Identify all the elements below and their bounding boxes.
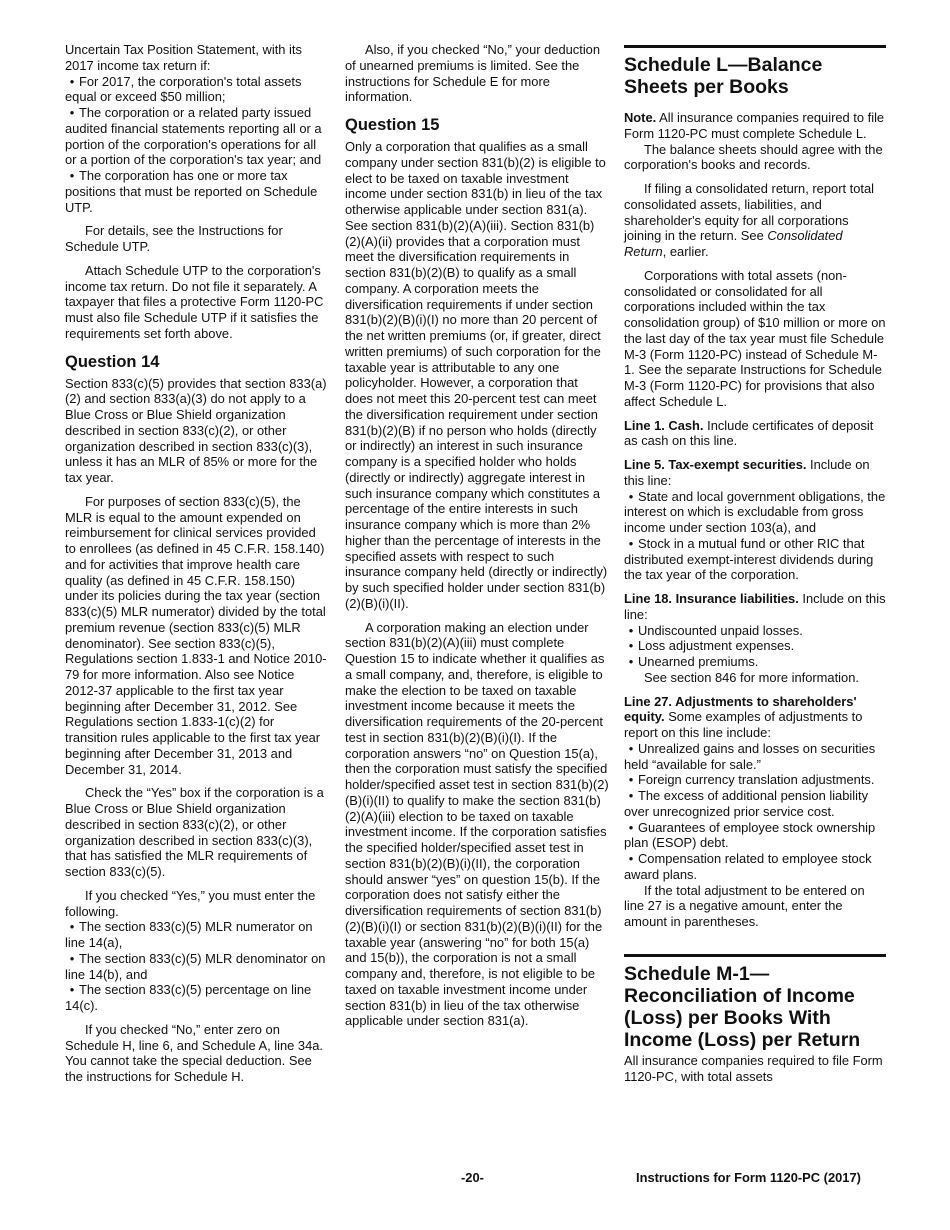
column-3 (624, 42, 886, 1092)
list-item: • Guarantees of employee stock ownership plan (ESOP) debt. (624, 820, 886, 852)
paragraph: The balance sheets should agree with the corporation's books and records. (624, 141, 883, 173)
list-item: • The corporation has one or more tax positions that must be reported on Schedule UTP. (65, 168, 329, 215)
line-1-paragraph: Line 1. Cash. Include certificates of deposit as cash on this line. (624, 417, 874, 449)
list-item: • The section 833(c)(5) percentage on line 14(c). (65, 982, 329, 1014)
paragraph: If the total adjustment to be entered on line 27 is a negative amount, enter the amount in parentheses. (624, 882, 865, 929)
list-item: • Compensation related to employee stock award plans. (624, 851, 886, 883)
list-item: • Unrealized gains and losses on securities held “available for sale.” (624, 741, 886, 773)
page-number: -20- (461, 1170, 484, 1185)
bullet-list (65, 74, 329, 216)
paragraph: For details, see the Instructions for Schedule UTP. (65, 223, 283, 254)
list-item: • The corporation or a related party issued audited financial statements reporting all or a portion of the corporation's operations for all or a portion of the corporation's tax year; and (65, 105, 329, 168)
heading-question-14: Question 14 (65, 352, 160, 371)
paragraph: Attach Schedule UTP to the corporation's income tax return. Do not file it separately. A taxpayer that files a protective Form 1120-PC must also file Schedule UTP if it satisfies the requirements set forth above. (65, 262, 324, 341)
heading-question-15: Question 15 (345, 116, 440, 134)
list-item: • Undiscounted unpaid losses. (624, 623, 886, 639)
line-1-label: Line 1. Cash. (624, 417, 704, 433)
paragraph: Uncertain Tax Position Statement, with its 2017 income tax return if: (65, 42, 302, 73)
column-1 (65, 42, 329, 1093)
paragraph: Section 833(c)(5) provides that section 833(a)(2) and section 833(a)(3) do not apply to a Blue Cross or Blue Shield organization described in section 833(c)(2), or other organization described in section 833(c)(3), unless it has an MLR of 85% or more for the tax year. (65, 375, 327, 485)
bullet-list (65, 919, 329, 1014)
paragraph: Check the “Yes” box if the corporation is a Blue Cross or Blue Shield organization described in section 833(c)(2), or other organization described in section 833(c)(3), that has satisfied the MLR requirements of section 833(c)(5). (65, 785, 324, 879)
list-item: • The excess of additional pension liability over unrecognized prior service cost. (624, 788, 886, 820)
paragraph: See section 846 for more information. (644, 669, 859, 685)
note-text: All insurance companies required to file Form 1120-PC must complete Schedule L. (624, 110, 885, 141)
line-27-paragraph: Line 27. Adjustments to shareholders' equity. Some examples of adjustments to report on this line include: (624, 693, 863, 740)
paragraph: For purposes of section 833(c)(5), the MLR is equal to the amount expended on reimbursement for clinical services provided to enrollees (as defined in 45 C.F.R. 158.140) and for activities that improve health care quality (as defined in 45 C.F.R. 158.150) under its policies during the tax year (section 833(c)(5) MLR numerator) divided by the total premium revenue (section 833(c)(5) MLR denominator). See section 833(c)(5), Regulations section 1.833-1 and Notice 2010-79 for more information. Also see Notice 2012-37 applicable to the first tax year beginning after December 31, 2012. See Regulations section 1.833-1(c)(2) for transition rules applicable to the first tax year beginning after December 31, 2013 and December 31, 2014. (65, 493, 327, 777)
paragraph: A corporation making an election under section 831(b)(2)(A)(iii) must complete Question 15 to indicate whether it qualifies as a small company, and, therefore, is eligible to make the election to be taxed on taxable investment income because it meets the diversification requirements of the 20-percent test in section 831(b)(2)(B)(i)(I). If the corporation answers “no” on Question 15(a), then the corporation must satisfy the specified holder/specified asset test in section 831(b)(2)(B)(i)(II) to qualify to make the section 831(b)(2)(A)(iii) election to be taxed on taxable investment income. If the corporation satisfies the specified holder/specified asset test in section 831(b)(2)(B)(i)(II), the corporation should answer “yes” on question 15(b). If the corporation does not satisfy either the diversification requirements of section 831(b)(2)(B)(i)(I) or section 831(b)(2)(B)(i)(II) for the taxable year (answering “no” for both 15(a) and 15(b)), the corporation is not a small company and, therefore, is not eligible to be taxed on taxable investment income under section 831(b) in lieu of the tax otherwise applicable under section 831(a). (345, 619, 609, 1029)
paragraph: Also, if you checked “No,” your deduction of unearned premiums is limited. See the instructions for Schedule E for more information. (345, 42, 601, 105)
column-2 (345, 42, 609, 1037)
line-5-paragraph: Line 5. Tax-exempt securities. Include on this line: (624, 457, 870, 488)
list-item: • The section 833(c)(5) MLR numerator on line 14(a), (65, 919, 329, 951)
line-27-label: Line 27. Adjustments to shareholders' equity. (624, 693, 857, 725)
section-rule (624, 45, 886, 48)
section-rule (624, 954, 886, 957)
line-18-paragraph: Line 18. Insurance liabilities. Include on this line: (624, 591, 886, 622)
italic-ref: Consolidated Return (624, 228, 843, 259)
paragraph: All insurance companies required to file Form 1120-PC, with total assets (624, 1052, 883, 1084)
heading-schedule-l: Schedule L—Balance Sheets per Books (624, 54, 823, 98)
note-label: Note. (624, 110, 657, 125)
note-paragraph (624, 110, 886, 142)
list-item: • Unearned premiums. (624, 654, 886, 670)
list-item: • Stock in a mutual fund or other RIC that distributed exempt-interest dividends during the tax year of the corporation. (624, 536, 886, 583)
list-item: • The section 833(c)(5) MLR denominator on line 14(b), and (65, 951, 329, 983)
list-item: • For 2017, the corporation's total assets equal or exceed $50 million; (65, 74, 329, 106)
bullet-list (624, 489, 886, 584)
line-18-label: Line 18. Insurance liabilities. (624, 591, 799, 606)
list-item: • Foreign currency translation adjustments. (624, 772, 886, 788)
paragraph: If you checked “No,” enter zero on Schedule H, line 6, and Schedule A, line 34a. You cannot take the special deduction. See the instructions for Schedule H. (65, 1021, 323, 1084)
heading-schedule-m1: Schedule M-1—Reconciliation of Income (Loss) per Books With Income (Loss) per Return (624, 962, 861, 1051)
form-title-footer: Instructions for Form 1120-PC (2017) (636, 1170, 861, 1185)
paragraph: Only a corporation that qualifies as a small company under section 831(b)(2) is eligible to elect to be taxed on taxable investment income under section 831(b) in lieu of the tax otherwise applicable under section 831(a). See section 831(b)(2)(A)(iii). Section 831(b)(2)(A)(ii) provides that a corporation must meet the diversification requirements in section 831(b)(2)(B) to qualify as a small company. A corporation meets the diversification requirements if under section 831(b)(2)(B)(i)(I) no more than 20 percent of the net written premiums (or, if greater, direct written premiums) of such corporation for the taxable year is attributable to any one policyholder. However, a corporation that does not meet this 20-percent test can meet the diversification requirement under section 831(b)(2)(B) if no person who holds (directly or indirectly) an interest in such insurance company is a specified holder who holds (directly or indirectly) aggregate interest in such insurance company which constitutes a percentage of the entire interests in such insurance company which is more than 2% higher than the percentage of interests in the specified assets with respect to such insurance company held (directly or indirectly) by such specified holder under section 831(b)(2)(B)(i)(II). (345, 139, 608, 611)
paragraph: If filing a consolidated return, report total consolidated assets, liabilities, and shareholder's equity for all corporations joining in the return. See Consolidated Return, earlier. (624, 181, 875, 259)
line-5-label: Line 5. Tax-exempt securities. (624, 457, 807, 472)
paragraph: Corporations with total assets (non-consolidated or consolidated for all corporations included within the tax consolidation group) of $10 million or more on the last day of the tax year must file Schedule M-3 (Form 1120-PC) instead of Schedule M-1. See the separate Instructions for Schedule M-3 (Form 1120-PC) for provisions that also affect Schedule L. (624, 267, 886, 409)
paragraph: If you checked “Yes,” you must enter the following. (65, 887, 316, 919)
bullet-list (624, 623, 886, 670)
bullet-list (624, 741, 886, 883)
list-item: • State and local government obligations, the interest on which is excludable from gross income under section 103(a), and (624, 489, 886, 536)
list-item: • Loss adjustment expenses. (624, 638, 886, 654)
